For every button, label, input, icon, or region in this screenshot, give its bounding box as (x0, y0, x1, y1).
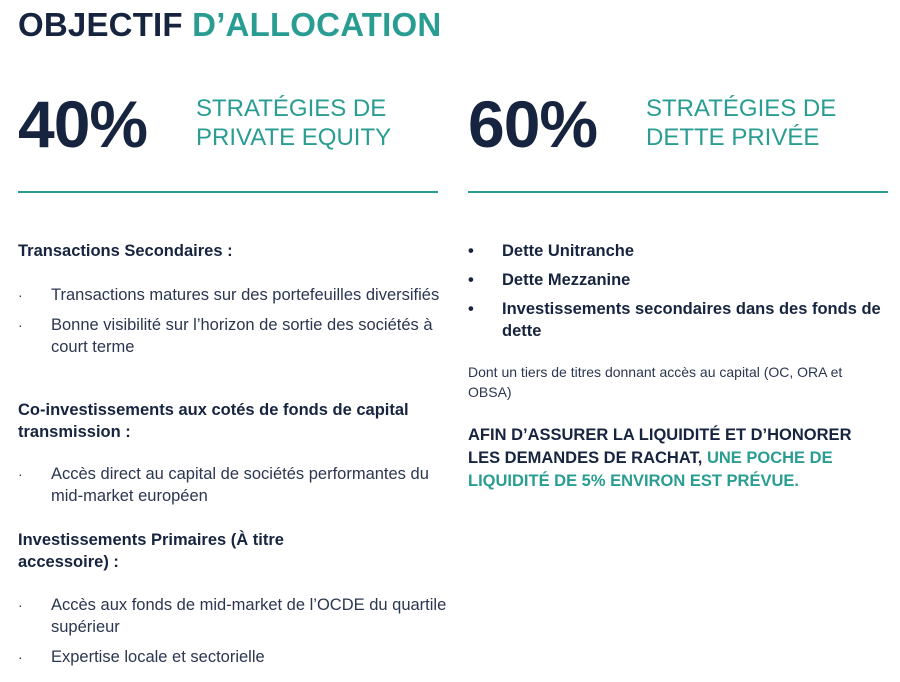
liquidity-statement (468, 424, 888, 493)
section-title-coinvestissements: Co-investissements aux cotés de fonds de capital transmission : (18, 401, 409, 441)
dette-privee-label (646, 94, 900, 152)
title-part-allocation: D’ALLOCATION (192, 6, 442, 43)
private-equity-label-line2: PRIVATE EQUITY (196, 124, 392, 151)
bullet-icon: • (468, 300, 474, 318)
private-equity-label (196, 94, 456, 152)
list-item-text: Accès direct au capital de sociétés performantes du mid-market européen (51, 465, 429, 505)
dette-privee-label-line2: DETTE PRIVÉE (646, 124, 820, 151)
dette-privee-percent: 60% (468, 87, 598, 161)
private-equity-label-line1: STRATÉGIES DE (196, 95, 387, 122)
list-item (18, 284, 448, 306)
bullet-icon: · (18, 597, 23, 613)
list-item (18, 463, 448, 507)
liquidity-accent-text: UNE POCHE DE LIQUIDITÉ DE 5% ENVIRON EST PRÉVUE. (468, 449, 833, 490)
divider-left (18, 191, 438, 193)
list-item (18, 646, 448, 668)
list-item-text: Expertise locale et sectorielle (51, 648, 265, 666)
list-item-text: Dette Unitranche (502, 242, 635, 260)
bullet-icon: • (468, 271, 474, 289)
divider-right (468, 191, 888, 193)
bullet-icon: · (18, 317, 23, 333)
capital-access-note: Dont un tiers de titres donnant accès au capital (OC, ORA et OBSA) (468, 364, 843, 400)
bullet-icon: • (468, 242, 474, 260)
list-item (18, 314, 448, 358)
list-item-text: Accès aux fonds de mid-market de l’OCDE du quartile supérieur (51, 596, 447, 636)
list-item (468, 298, 888, 342)
section-list-coinvestissements (18, 463, 448, 515)
list-item-text: Dette Mezzanine (502, 271, 631, 289)
bullet-icon: · (18, 649, 23, 665)
dette-privee-label-line1: STRATÉGIES DE (646, 95, 837, 122)
list-item (18, 594, 448, 638)
list-item-text: Investissements secondaires dans des fonds de dette (502, 300, 881, 340)
list-item (468, 269, 888, 291)
section-title-secondaires: Transactions Secondaires : (18, 242, 233, 260)
liquidity-main-text: AFIN D’ASSURER LA LIQUIDITÉ ET D’HONORER LES DEMANDES DE RACHAT, (468, 426, 852, 467)
dette-privee-list (468, 240, 888, 349)
section-list-secondaires (18, 284, 448, 366)
page-title (18, 6, 441, 44)
bullet-icon: · (18, 466, 23, 482)
list-item-text: Bonne visibilité sur l’horizon de sortie des sociétés à court terme (51, 316, 433, 356)
section-list-primaires (18, 594, 448, 676)
bullet-icon: · (18, 287, 23, 303)
list-item-text: Transactions matures sur des portefeuilles diversifiés (51, 286, 440, 304)
list-item (468, 240, 888, 262)
section-title-primaires: Investissements Primaires (À titre accessoire) : (18, 531, 284, 571)
private-equity-percent: 40% (18, 87, 148, 161)
title-part-objectif: OBJECTIF (18, 6, 193, 43)
